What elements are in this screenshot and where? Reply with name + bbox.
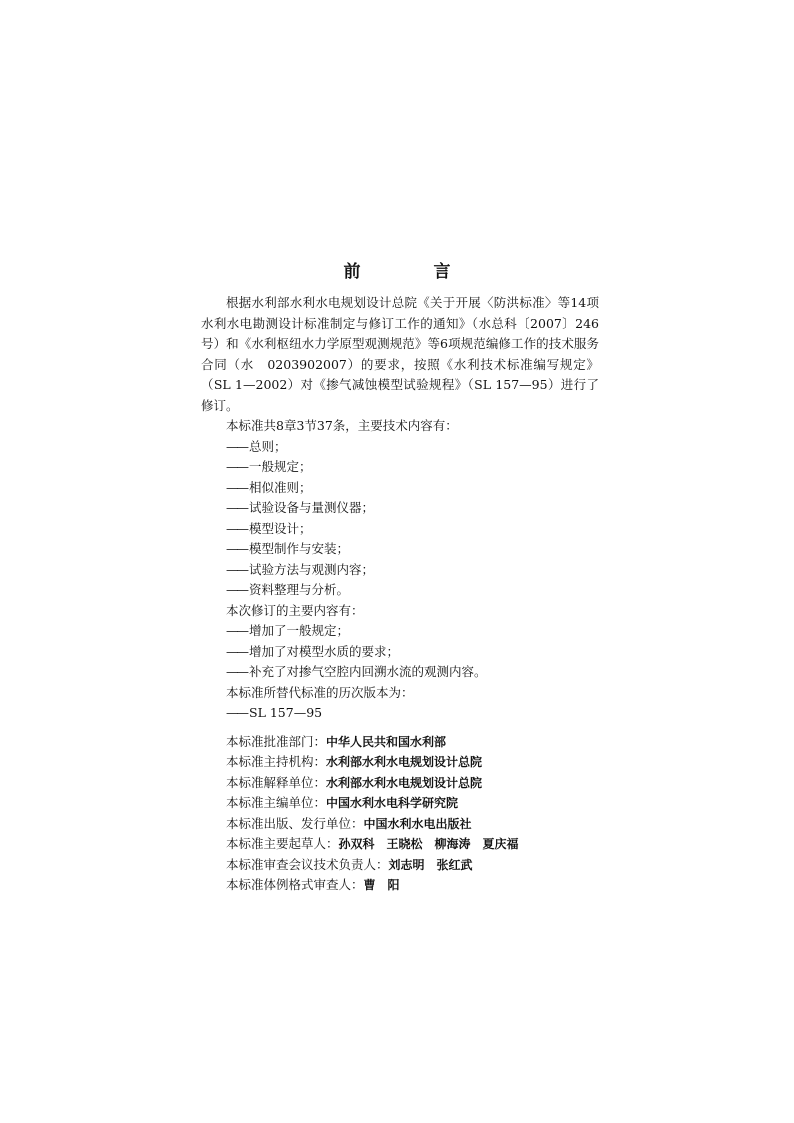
meta-label: 本标准解释单位： — [226, 774, 327, 790]
meta-row — [201, 752, 599, 773]
meta-value: 孙双科 王晓松 柳海涛 夏庆福 — [338, 837, 519, 851]
section-spacer — [201, 724, 599, 732]
list-item — [201, 560, 599, 581]
list-item — [201, 457, 599, 478]
list-item-text: 模型设计； — [249, 520, 312, 536]
meta-label: 本标准出版、发行单位： — [226, 815, 364, 831]
list-item — [201, 662, 599, 683]
list-item — [201, 642, 599, 663]
list-item — [201, 539, 599, 560]
replaced-intro: 本标准所替代标准的历次版本为： — [226, 684, 414, 700]
revision-intro: 本次修订的主要内容有： — [226, 602, 364, 618]
dash-mark: —— — [226, 438, 247, 454]
meta-row — [201, 875, 599, 896]
meta-value: 刘志明 张红武 — [388, 857, 473, 872]
replaced-versions-list — [201, 703, 599, 724]
list-item-text: 增加了对模型水质的要求； — [249, 643, 400, 659]
list-item-text: SL 157—95 — [249, 705, 323, 720]
list-item-text: 补充了对掺气空腔内回溯水流的观测内容。 — [249, 664, 487, 679]
list-item-text: 试验方法与观测内容； — [249, 561, 375, 577]
list-item-text: 相似准则； — [249, 479, 312, 495]
list-item-text: 试验设备与量测仪器； — [249, 500, 375, 515]
list-item — [201, 621, 599, 642]
meta-value: 水利部水利水电规划设计总院 — [326, 775, 483, 790]
dash-mark: —— — [226, 520, 247, 536]
foreword-body — [201, 293, 599, 896]
meta-label: 本标准批准部门： — [226, 733, 327, 749]
list-item-text: 模型制作与安装； — [249, 541, 350, 556]
dash-mark: —— — [226, 705, 247, 720]
dash-mark: —— — [226, 623, 247, 638]
meta-row — [201, 773, 599, 794]
list-item — [201, 519, 599, 540]
meta-label: 本标准体例格式审查人： — [226, 877, 364, 892]
meta-value: 中华人民共和国水利部 — [326, 734, 447, 749]
list-item-text: 总则； — [249, 438, 287, 454]
list-item — [201, 498, 599, 519]
meta-value: 水利部水利水电规划设计总院 — [326, 755, 483, 769]
dash-mark: —— — [226, 479, 247, 495]
meta-row — [201, 814, 599, 835]
list-item — [201, 437, 599, 458]
dash-mark: —— — [226, 500, 247, 515]
page-title: 前 言 — [343, 262, 479, 282]
meta-label: 本标准主编单位： — [226, 795, 327, 810]
meta-value: 中国水利水电出版社 — [363, 816, 472, 831]
meta-row — [201, 855, 599, 876]
list-item — [201, 478, 599, 499]
dash-mark: —— — [226, 561, 247, 577]
meta-row — [201, 834, 599, 855]
dash-mark: —— — [226, 664, 247, 679]
meta-label: 本标准主要起草人： — [226, 836, 339, 851]
meta-label: 本标准主持机构： — [226, 754, 327, 769]
main-contents-list — [201, 437, 599, 601]
meta-block — [201, 732, 599, 896]
dash-mark: —— — [226, 541, 247, 556]
meta-value: 中国水利水电科学研究院 — [326, 796, 459, 810]
revision-contents-list — [201, 621, 599, 683]
list-item — [201, 703, 599, 724]
list-item-text: 资料整理与分析。 — [249, 582, 350, 597]
dash-mark: —— — [226, 582, 247, 597]
list-item — [201, 580, 599, 601]
summary-intro: 本标准共8章3节37条，主要技术内容有： — [226, 418, 458, 433]
meta-value: 曹 阳 — [363, 878, 400, 892]
meta-row — [201, 732, 599, 753]
meta-label: 本标准审查会议技术负责人： — [226, 856, 389, 872]
dash-mark: —— — [226, 459, 247, 474]
list-item-text: 增加了一般规定； — [249, 623, 350, 638]
intro-paragraph: 根据水利部水利水电规划设计总院《关于开展〈防洪标准〉等14项水利水电勘测设计标准制定与修订工作的通知》（水总科〔2007〕246号）和《水利枢纽水力学原型观测规范》等6项规范编修工作的技术服务合同（水 0203902007）的要求，按照《水利技术标准编写规定》（SL 1—2002）对《掺气减蚀模型试验规程》（SL 157—95）进行了修订。 — [201, 295, 599, 413]
list-item-text: 一般规定； — [249, 459, 312, 474]
dash-mark: —— — [226, 643, 247, 659]
meta-row — [201, 793, 599, 814]
